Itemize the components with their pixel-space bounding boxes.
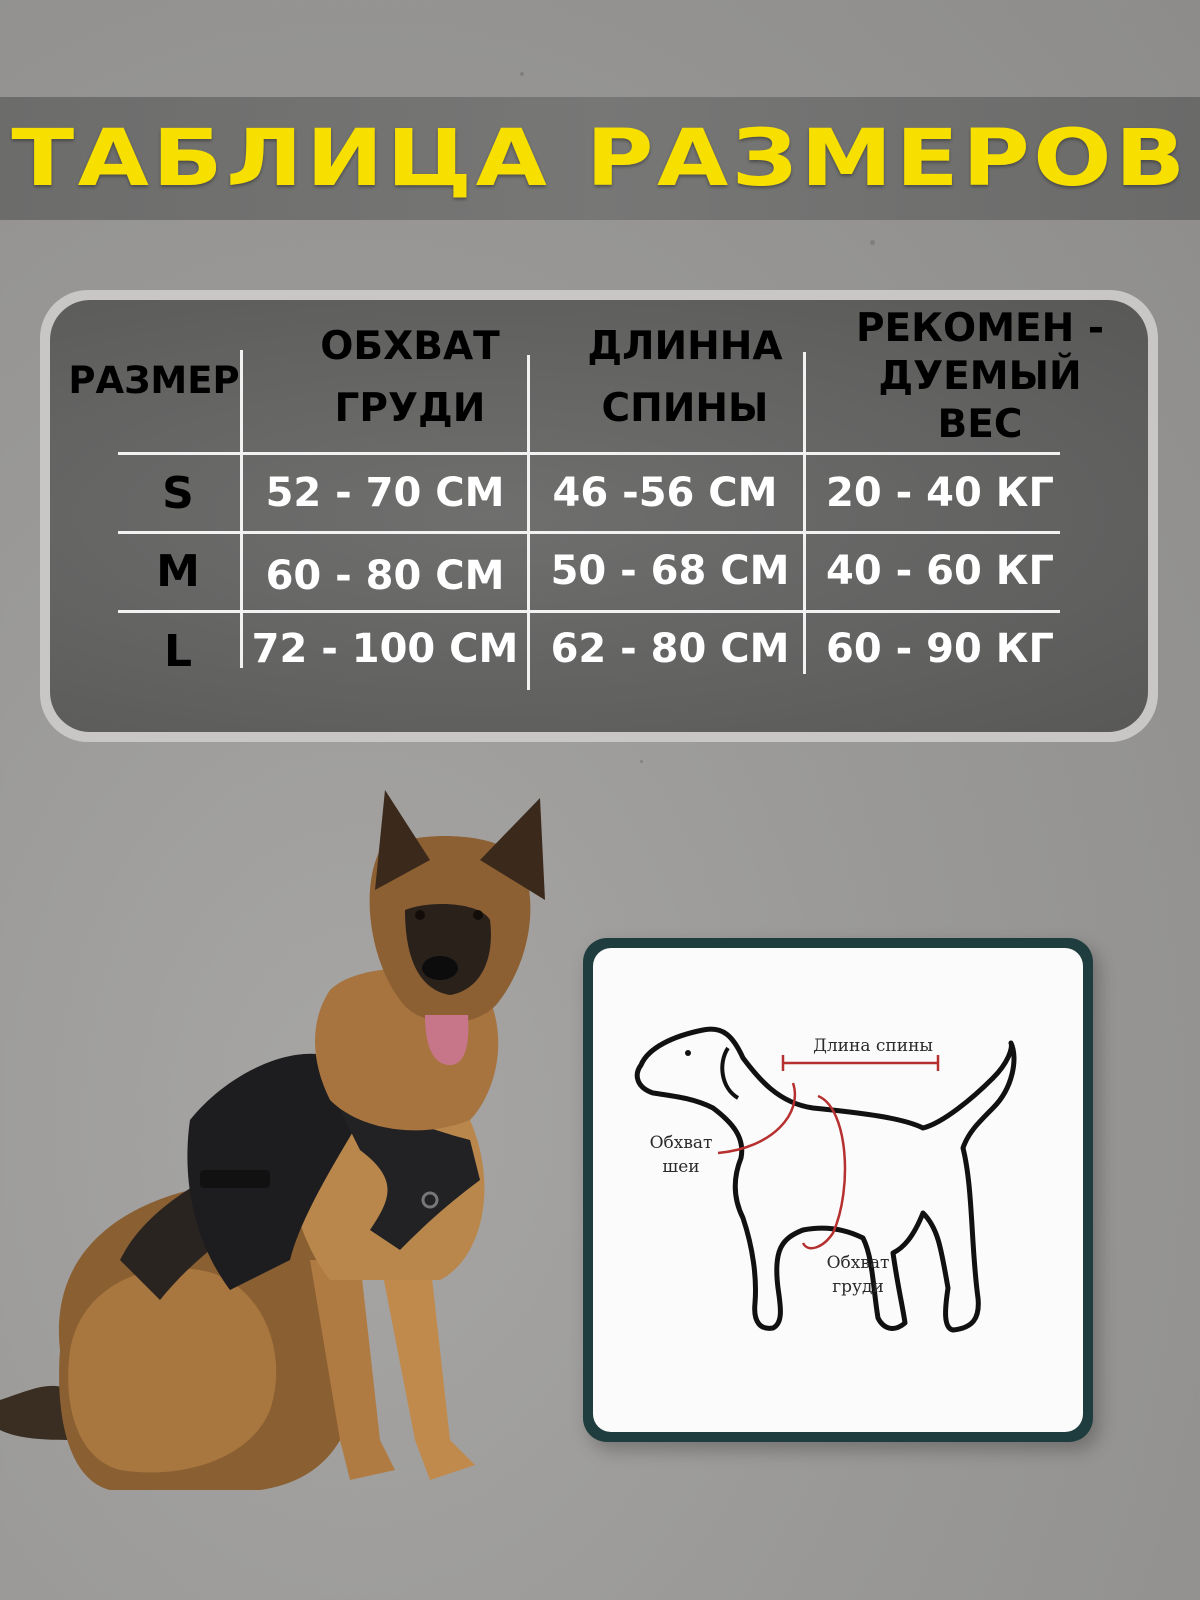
texture-speck bbox=[870, 240, 875, 245]
header-back: ДЛИННА СПИНЫ bbox=[587, 324, 783, 431]
size-m: M bbox=[156, 546, 200, 597]
row-divider bbox=[118, 610, 1060, 613]
dog-ear-outline bbox=[722, 1048, 738, 1098]
dog-photo bbox=[0, 790, 560, 1510]
size-l: L bbox=[163, 626, 193, 677]
chest-l: 72 - 100 СМ bbox=[251, 626, 519, 672]
size-s: S bbox=[162, 468, 194, 519]
weight-l: 60 - 90 КГ bbox=[826, 626, 1054, 672]
chest-s: 52 - 70 СМ bbox=[265, 470, 505, 516]
size-table-body bbox=[50, 300, 1148, 732]
dog-eye-left bbox=[415, 910, 425, 920]
dog-front-leg-right bbox=[380, 1260, 475, 1480]
page-title: ТАБЛИЦА РАЗМЕРОВ bbox=[11, 113, 1189, 204]
texture-speck bbox=[640, 760, 643, 763]
texture-speck bbox=[520, 72, 524, 76]
back-m: 50 - 68 СМ bbox=[550, 548, 790, 594]
dog-nose bbox=[422, 956, 458, 980]
back-l: 62 - 80 СМ bbox=[550, 626, 790, 672]
dog-haunch bbox=[68, 1268, 276, 1472]
dog-eye-outline bbox=[685, 1050, 691, 1056]
dog-eye-right bbox=[473, 910, 483, 920]
header-weight: РЕКОМЕН - ДУЕМЫЙ ВЕС bbox=[855, 306, 1105, 447]
header-chest: ОБХВАТ ГРУДИ bbox=[320, 324, 500, 431]
weight-m: 40 - 60 КГ bbox=[826, 548, 1054, 594]
measurement-diagram-card bbox=[583, 938, 1093, 1442]
column-divider bbox=[527, 355, 530, 690]
column-divider bbox=[240, 350, 243, 668]
chest-girth-line bbox=[803, 1096, 845, 1248]
chest-m: 60 - 80 СМ bbox=[265, 553, 505, 599]
chest-girth-label: Обхват груди bbox=[826, 1253, 890, 1297]
column-divider bbox=[803, 352, 806, 674]
row-divider bbox=[118, 452, 1060, 455]
harness-buckle bbox=[200, 1170, 270, 1188]
dog-outline-diagram bbox=[593, 948, 1083, 1432]
weight-s: 20 - 40 КГ bbox=[826, 470, 1054, 516]
title-band bbox=[0, 97, 1200, 220]
back-s: 46 -56 СМ bbox=[552, 470, 778, 516]
header-size: РАЗМЕР bbox=[68, 359, 240, 402]
size-table bbox=[40, 290, 1158, 742]
row-divider bbox=[118, 531, 1060, 534]
measurement-diagram bbox=[593, 948, 1083, 1432]
neck-girth-label: Обхват шеи bbox=[649, 1133, 713, 1177]
back-length-label: Длина спины bbox=[813, 1036, 933, 1056]
